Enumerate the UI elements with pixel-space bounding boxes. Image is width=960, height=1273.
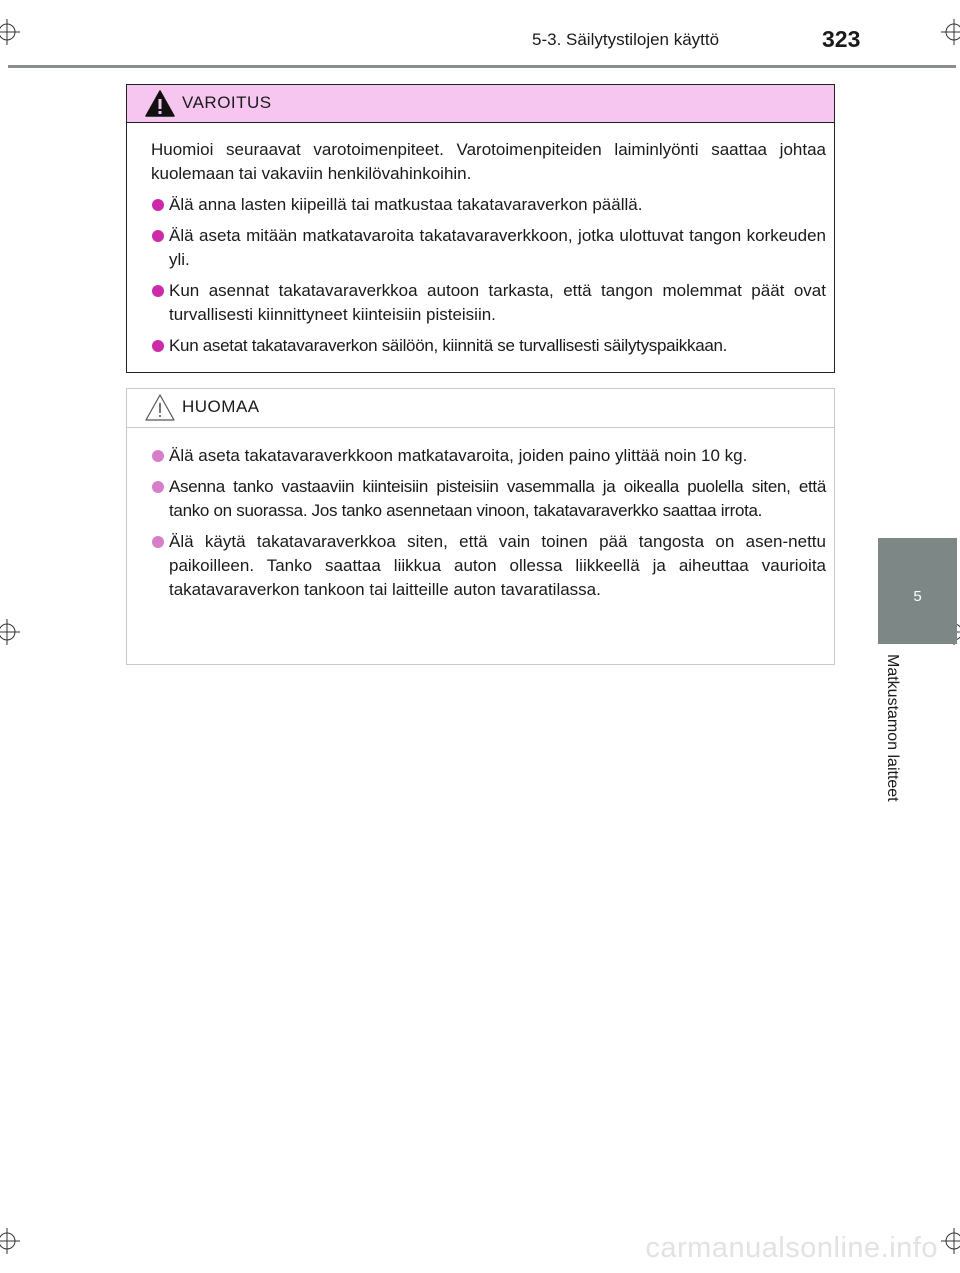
chapter-number: 5: [913, 588, 922, 605]
bullet-icon: [152, 285, 164, 297]
warning-header: [127, 85, 834, 123]
header-divider: [8, 65, 956, 68]
section-title: 5-3. Säilytystilojen käyttö: [532, 30, 720, 49]
chapter-title-vertical: [883, 654, 905, 834]
warning-bullet: [151, 279, 826, 327]
watermark: carmanualsonline.info: [645, 1232, 938, 1264]
chapter-title: Matkustamon laitteet: [884, 654, 901, 802]
crop-mark-top-left: [0, 19, 20, 45]
caution-header: [127, 389, 834, 428]
bullet-icon: [152, 450, 164, 462]
bullet-icon: [152, 230, 164, 242]
caution-title: HUOMAA: [182, 397, 260, 416]
bullet-icon: [152, 340, 164, 352]
caution-body: [127, 428, 834, 602]
page-number: 323: [822, 26, 861, 52]
warning-title: VAROITUS: [182, 93, 272, 112]
warning-triangle-icon: [144, 89, 176, 118]
warning-box: [126, 84, 835, 373]
caution-bullet: [151, 475, 826, 523]
caution-bullet: [151, 444, 826, 468]
warning-bullet: [151, 193, 826, 217]
crop-mark-top-right: [941, 19, 960, 45]
warning-bullet: [151, 334, 826, 358]
bullet-icon: [152, 199, 164, 211]
caution-triangle-icon: [144, 393, 176, 422]
caution-bullet: [151, 530, 826, 602]
warning-bullet-text: Älä aseta mitään matkatavaroita takatavaraverkkoon, jotka ulottuvat tangon korkeuden yli.: [169, 226, 826, 269]
caution-bullet-text: Asenna tanko vastaaviin kiinteisiin pisteisiin vasemmalla ja oikealla puolella siten, että tanko on suorassa. Jos tanko asennetaan vinoon, takatavaraverkko saattaa irrota.: [169, 477, 826, 520]
caution-box: [126, 388, 835, 665]
warning-body: [127, 123, 834, 358]
bullet-icon: [152, 481, 164, 493]
crop-mark-mid-left: [0, 619, 20, 645]
bullet-icon: [152, 536, 164, 548]
caution-bullet-text: Älä käytä takatavaraverkkoa siten, että vain toinen pää tangosta on asen-nettu paikoilleen. Tanko saattaa liikkua auton ollessa liikkeellä ja aiheuttaa vaurioita takatavaraverkon tankoon tai laitteille auton tavaratilassa.: [169, 532, 826, 599]
warning-bullet-text: Älä anna lasten kiipeillä tai matkustaa takatavaraverkon päällä.: [169, 195, 643, 214]
warning-bullet-text: Kun asennat takatavaraverkkoa autoon tarkasta, että tangon molemmat päät ovat turvallisesti kiinnittyneet kiinteisiin pisteisiin.: [169, 281, 826, 324]
warning-intro: Huomioi seuraavat varotoimenpiteet. Varotoimenpiteiden laiminlyönti saattaa johtaa kuolemaan tai vakaviin henkilövahinkoihin.: [151, 140, 826, 183]
crop-mark-bottom-left: [0, 1228, 20, 1254]
crop-mark-bottom-right: [941, 1228, 960, 1254]
warning-bullet-text: Kun asetat takatavaraverkon säilöön, kiinnitä se turvallisesti säilytyspaikkaan.: [169, 336, 728, 355]
warning-bullet: [151, 224, 826, 272]
caution-bullet-text: Älä aseta takatavaraverkkoon matkatavaroita, joiden paino ylittää noin 10 kg.: [169, 446, 748, 465]
